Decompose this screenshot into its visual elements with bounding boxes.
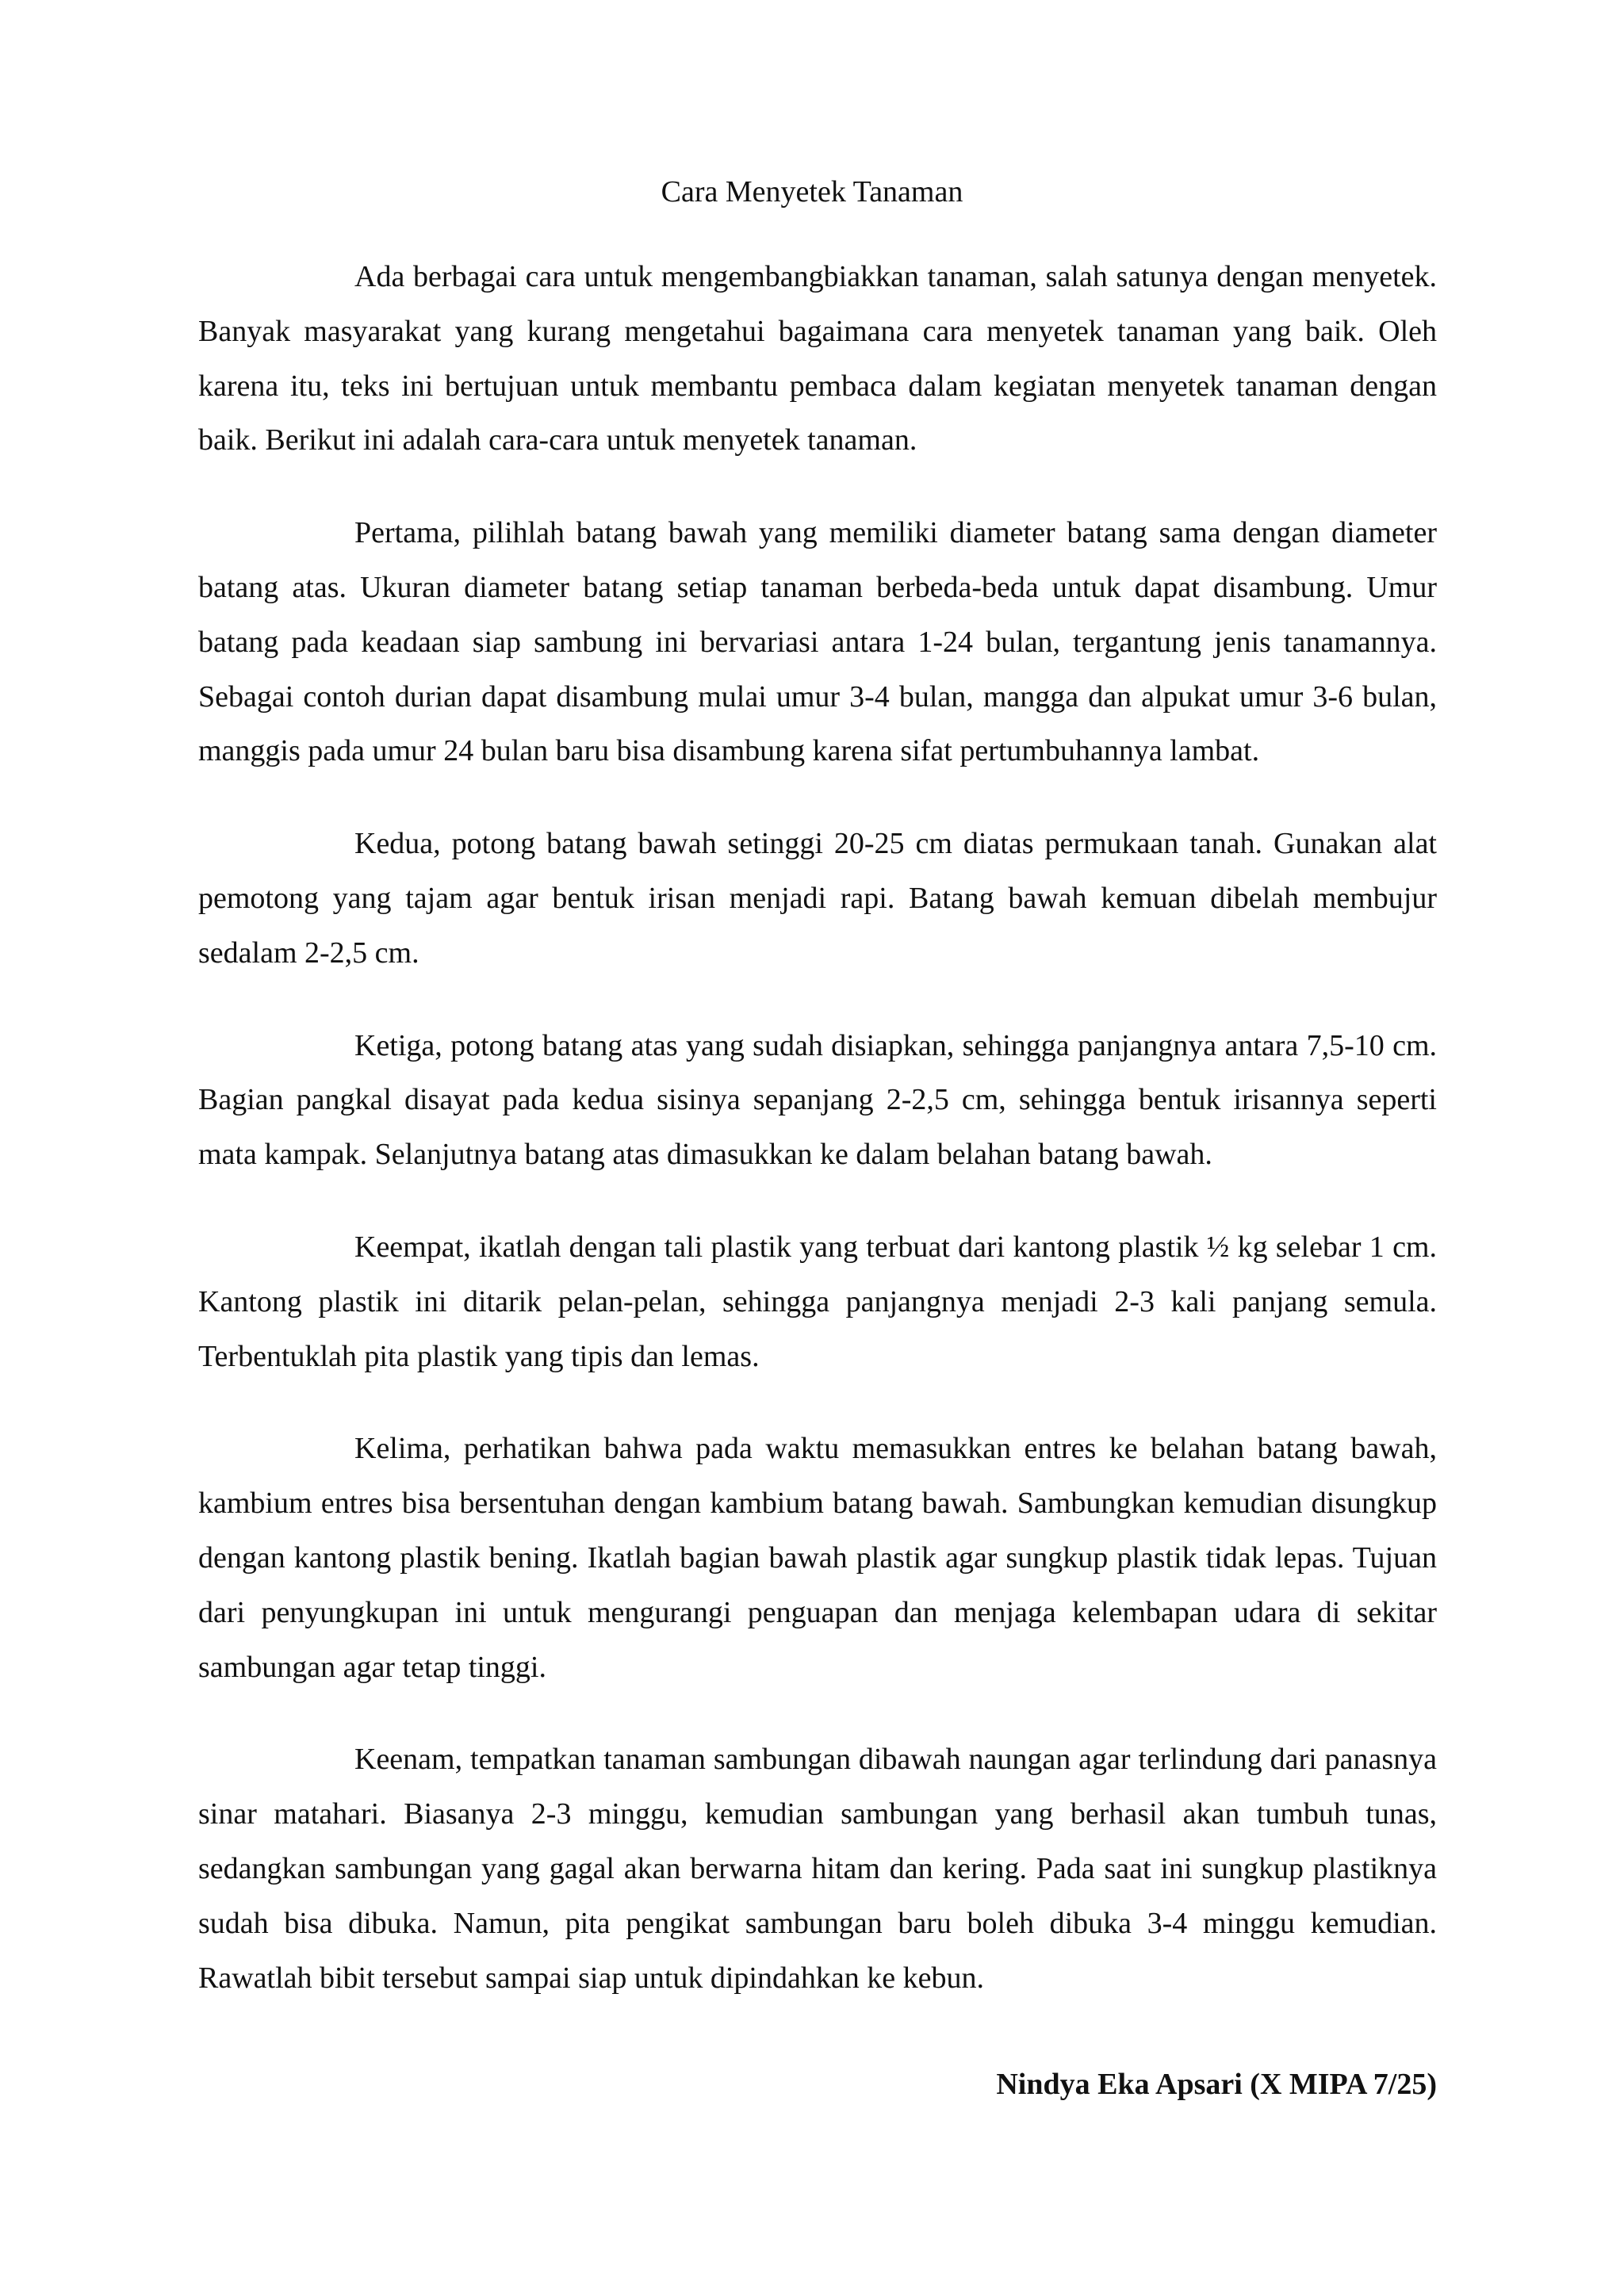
paragraph-step-2: Kedua, potong batang bawah setinggi 20-25 cm diatas permukaan tanah. Gunakan alat pemotong yang tajam agar bentuk irisan menjadi rapi. Batang bawah kemuan dibelah membujur sedalam 2-2,5 cm. [198,827,1437,970]
paragraph-step-4: Keempat, ikatlah dengan tali plastik yang terbuat dari kantong plastik ½ kg selebar 1 cm. Kantong plastik ini ditarik pelan-pelan, sehingga panjangnya menjadi 2-3 kali panjang semula. Terbentuklah pita plastik yang tipis dan lemas. [198,1230,1437,1373]
paragraph-step-6: Keenam, tempatkan tanaman sambungan dibawah naungan agar terlindung dari panasnya sinar matahari. Biasanya 2-3 minggu, kemudian sambungan yang berhasil akan tumbuh tunas, sedangkan sambungan yang gagal akan berwarna hitam dan kering. Pada saat ini sungkup plastiknya sudah bisa dibuka. Namun, pita pengikat sambungan baru boleh dibuka 3-4 minggu kemudian. Rawatlah bibit tersebut sampai siap untuk dipindahkan ke kebun. [198,1743,1437,1995]
paragraph-intro: Ada berbagai cara untuk mengembangbiakkan tanaman, salah satunya dengan menyetek. Banyak masyarakat yang kurang mengetahui bagaimana cara menyetek tanaman yang baik. Oleh karena itu, teks ini bertujuan untuk membantu pembaca dalam kegiatan menyetek tanaman dengan baik. Berikut ini adalah cara-cara untuk menyetek tanaman. [198,260,1437,457]
paragraph-step-5: Kelima, perhatikan bahwa pada waktu memasukkan entres ke belahan batang bawah, kambium entres bisa bersentuhan dengan kambium batang bawah. Sambungkan kemudian disungkup dengan kantong plastik bening. Ikatlah bagian bawah plastik agar sungkup plastik tidak lepas. Tujuan dari penyungkupan ini untuk mengurangi penguapan dan menjaga kelembapan udara di sekitar sambungan agar tetap tinggi. [198,1432,1437,1684]
document-body [198,250,1437,2043]
author-signature: Nindya Eka Apsari (X MIPA 7/25) [996,2068,1437,2101]
paragraph-step-3: Ketiga, potong batang atas yang sudah disiapkan, sehingga panjangnya antara 7,5-10 cm. Bagian pangkal disayat pada kedua sisinya sepanjang 2-2,5 cm, sehingga bentuk irisannya seperti mata kampak. Selanjutnya batang atas dimasukkan ke dalam belahan batang bawah. [198,1028,1437,1172]
paragraph-step-1: Pertama, pilihlah batang bawah yang memiliki diameter batang sama dengan diameter batang atas. Ukuran diameter batang setiap tanaman berbeda-beda untuk dapat disambung. Umur batang pada keadaan siap sambung ini bervariasi antara 1-24 bulan, tergantung jenis tanamannya. Sebagai contoh durian dapat disambung mulai umur 3-4 bulan, mangga dan alpukat umur 3-6 bulan, manggis pada umur 24 bulan baru bisa disambung karena sifat pertumbuhannya lambat. [198,516,1437,768]
document-title: Cara Menyetek Tanaman [661,175,963,209]
